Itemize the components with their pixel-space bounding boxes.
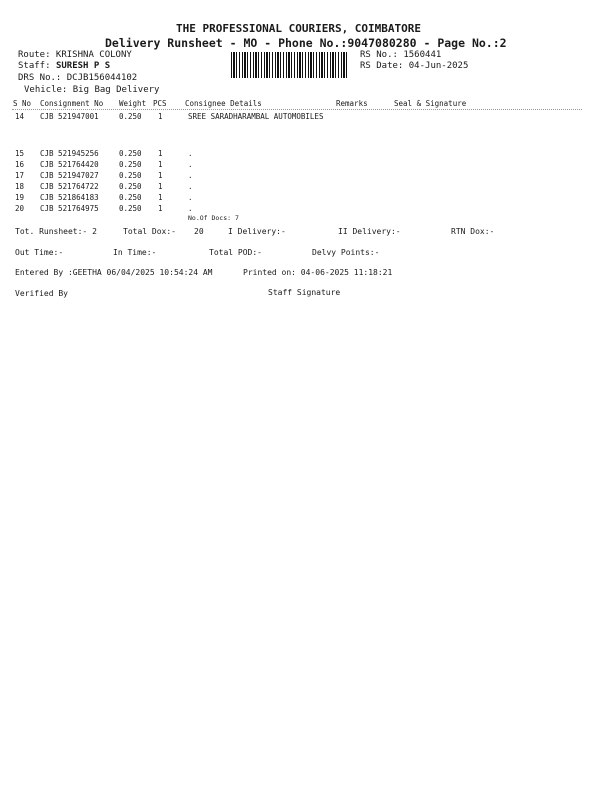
col-remarks: Remarks bbox=[336, 99, 368, 108]
cell-weight: 0.250 bbox=[119, 160, 142, 169]
col-consignment: Consignment No bbox=[40, 99, 104, 108]
cell-weight: 0.250 bbox=[119, 149, 142, 158]
col-weight: Weight bbox=[119, 99, 147, 108]
cell-pcs: 1 bbox=[158, 193, 163, 202]
no-of-docs: No.Of Docs: 7 bbox=[188, 214, 239, 222]
col-seal-signature: Seal & Signature bbox=[394, 99, 467, 108]
cell-pcs: 1 bbox=[158, 149, 163, 158]
drs-number: DRS No.: DCJB156044102 bbox=[18, 73, 138, 83]
cell-weight: 0.250 bbox=[119, 112, 142, 121]
rs-date: RS Date: 04-Jun-2025 bbox=[360, 61, 469, 71]
staff-signature-label: Staff Signature bbox=[268, 288, 341, 297]
out-time: Out Time:- bbox=[15, 248, 64, 257]
printed-on: Printed on: 04-06-2025 11:18:21 bbox=[243, 268, 393, 277]
cell-consignee: . bbox=[188, 204, 193, 213]
company-title: THE PROFESSIONAL COURIERS, COIMBATORE bbox=[176, 22, 422, 35]
rtn-dox: RTN Dox:- bbox=[451, 227, 495, 236]
cell-consignment: CJB 521764975 bbox=[40, 204, 99, 213]
cell-sno: 14 bbox=[15, 112, 25, 121]
cell-pcs: 1 bbox=[158, 204, 163, 213]
header-divider bbox=[12, 109, 582, 110]
cell-consignee: . bbox=[188, 149, 193, 158]
staff-name: SURESH P S bbox=[55, 61, 111, 71]
cell-consignee: . bbox=[188, 193, 193, 202]
cell-consignment: CJB 521764722 bbox=[40, 182, 99, 191]
cell-weight: 0.250 bbox=[119, 204, 142, 213]
entered-by: Entered By :GEETHA 06/04/2025 10:54:24 AM bbox=[15, 268, 213, 277]
cell-consignment: CJB 521947027 bbox=[40, 171, 99, 180]
ii-delivery: II Delivery:- bbox=[338, 227, 401, 236]
cell-pcs: 1 bbox=[158, 171, 163, 180]
cell-consignee: . bbox=[188, 160, 193, 169]
i-delivery: I Delivery:- bbox=[228, 227, 286, 236]
total-dox-label: Total Dox:- bbox=[123, 227, 176, 236]
staff-line bbox=[18, 61, 110, 71]
route-label: Route: KRISHNA COLONY bbox=[18, 50, 132, 60]
table-row bbox=[0, 204, 600, 215]
cell-sno: 18 bbox=[15, 182, 25, 191]
col-sno: S No bbox=[13, 99, 32, 108]
cell-sno: 17 bbox=[15, 171, 25, 180]
tot-runsheet: Tot. Runsheet:- 2 bbox=[15, 227, 97, 236]
table-row bbox=[0, 112, 600, 123]
in-time: In Time:- bbox=[113, 248, 157, 257]
cell-weight: 0.250 bbox=[119, 171, 142, 180]
staff-label: Staff: bbox=[18, 61, 51, 71]
cell-consignee: . bbox=[188, 171, 193, 180]
cell-sno: 16 bbox=[15, 160, 25, 169]
cell-pcs: 1 bbox=[158, 112, 163, 121]
col-consignee: Consignee Details bbox=[185, 99, 262, 108]
cell-sno: 20 bbox=[15, 204, 25, 213]
cell-sno: 19 bbox=[15, 193, 25, 202]
table-row bbox=[0, 160, 600, 171]
cell-consignment: CJB 521764420 bbox=[40, 160, 99, 169]
col-pcs: PCS bbox=[153, 99, 167, 108]
cell-consignment: CJB 521864183 bbox=[40, 193, 99, 202]
total-dox-value: 20 bbox=[194, 227, 204, 236]
cell-consignment: CJB 521945256 bbox=[40, 149, 99, 158]
cell-pcs: 1 bbox=[158, 182, 163, 191]
verified-by: Verified By bbox=[15, 289, 68, 298]
table-row bbox=[0, 171, 600, 182]
cell-pcs: 1 bbox=[158, 160, 163, 169]
total-pod: Total POD:- bbox=[209, 248, 262, 257]
cell-consignment: CJB 521947001 bbox=[40, 112, 99, 121]
table-row bbox=[0, 149, 600, 160]
cell-weight: 0.250 bbox=[119, 182, 142, 191]
barcode bbox=[231, 52, 349, 78]
cell-consignee: . bbox=[188, 182, 193, 191]
runsheet-subtitle: Delivery Runsheet - MO - Phone No.:9047080280 - Page No.:2 bbox=[105, 36, 507, 50]
vehicle-label: Vehicle: Big Bag Delivery bbox=[24, 85, 160, 95]
delvy-points: Delvy Points:- bbox=[312, 248, 380, 257]
rs-number: RS No.: 1560441 bbox=[360, 50, 442, 60]
cell-sno: 15 bbox=[15, 149, 25, 158]
cell-consignee: SREE SARADHARAMBAL AUTOMOBILES bbox=[188, 112, 324, 121]
cell-weight: 0.250 bbox=[119, 193, 142, 202]
